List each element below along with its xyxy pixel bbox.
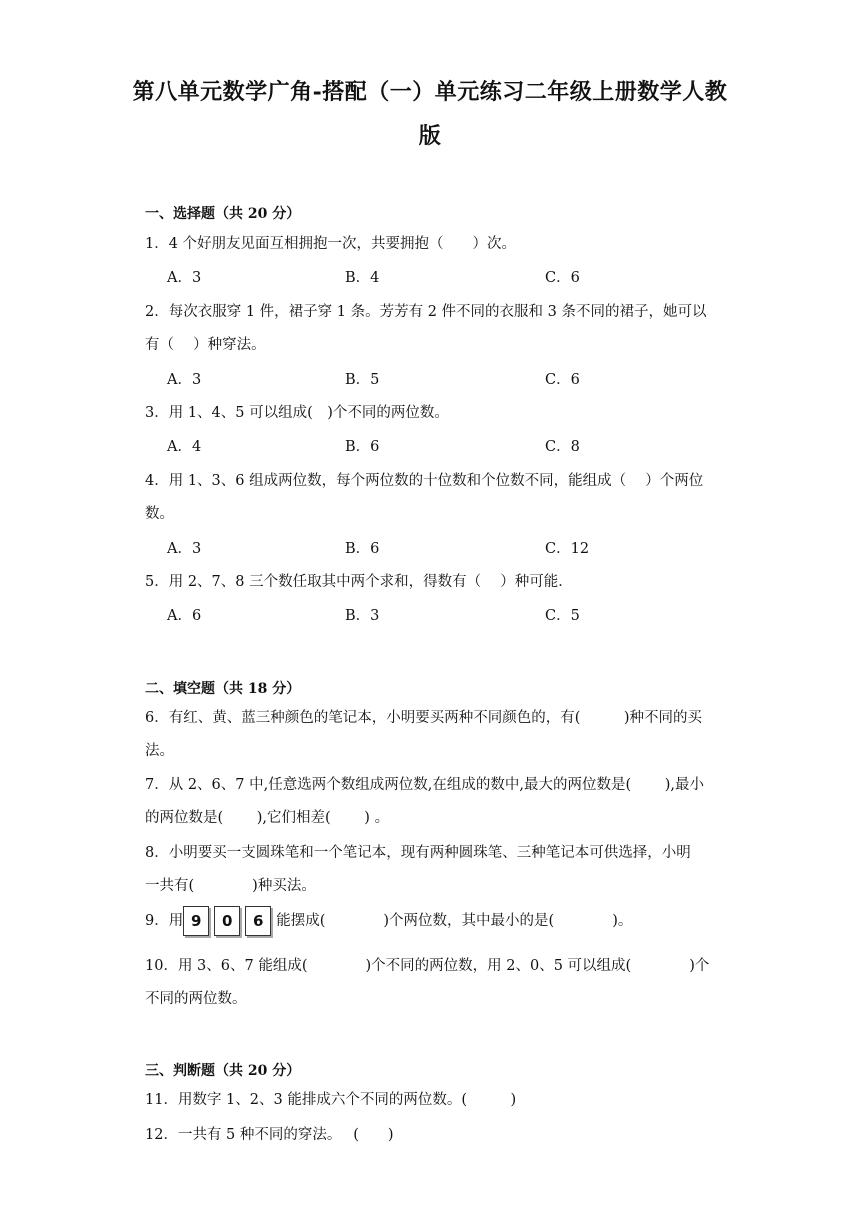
question-8-line-2: 一共有( )种买法。	[145, 878, 316, 894]
question-11: 11．用数字 1、2、3 能排成六个不同的两位数。( )	[145, 1092, 517, 1108]
question-8-line-1: 8．小明要买一支圆珠笔和一个笔记本，现有两种圆珠笔、三种笔记本可供选择，小明	[145, 845, 691, 861]
question-7-line-1: 7．从 2、6、7 中,任意选两个数组成两位数,在组成的数中,最大的两位数是( ),最小	[145, 777, 704, 793]
q1-option-b: B．4	[345, 270, 380, 286]
question-4-line-2: 数。	[145, 506, 174, 522]
q5-option-b: B．3	[345, 608, 380, 624]
q4-option-b: B．6	[345, 541, 380, 557]
q4-option-a: A．3	[167, 541, 202, 557]
q3-option-a: A．4	[167, 439, 202, 455]
digit-card-0: 0	[214, 906, 240, 936]
title-line-1: 第八单元数学广角-搭配（一）单元练习二年级上册数学人教	[132, 79, 728, 105]
question-3: 3．用 1、4、5 可以组成( )个不同的两位数。	[145, 405, 449, 421]
question-10-line-1: 10．用 3、6、7 能组成( )个不同的两位数，用 2、0、5 可以组成( )个	[145, 958, 710, 974]
digit-card-9: 9	[183, 906, 209, 936]
question-10-line-2: 不同的两位数。	[145, 991, 247, 1007]
section-heading-true-false: 三、判断题（共 20 分）	[145, 1063, 301, 1079]
title-line-2: 版	[418, 123, 442, 149]
q2-option-a: A．3	[167, 372, 202, 388]
question-9	[145, 906, 632, 936]
question-12: 12．一共有 5 种不同的穿法。 ( )	[145, 1127, 394, 1143]
page-title	[120, 70, 740, 158]
q2-option-c: C．6	[545, 372, 580, 388]
question-4-line-1: 4．用 1、3、6 组成两位数，每个两位数的十位数和个位数不同，能组成（ ）个两位	[145, 473, 704, 489]
q1-option-a: A．3	[167, 270, 202, 286]
section-heading-fill-blank: 二、填空题（共 18 分）	[145, 681, 301, 697]
question-2-line-2: 有（ ）种穿法。	[145, 337, 266, 353]
q5-option-a: A．6	[167, 608, 202, 624]
q2-option-b: B．5	[345, 372, 380, 388]
q9-suffix: 能摆成( )个两位数，其中最小的是( )。	[276, 913, 633, 929]
question-6-line-1: 6．有红、黄、蓝三种颜色的笔记本，小明要买两种不同颜色的，有( )种不同的买	[145, 710, 703, 726]
question-5: 5．用 2、7、8 三个数任取其中两个求和，得数有（ ）种可能．	[145, 574, 573, 590]
question-2-line-1: 2．每次衣服穿 1 件，裙子穿 1 条。芳芳有 2 件不同的衣服和 3 条不同的裙子，她可以	[145, 304, 707, 320]
q1-option-c: C．6	[545, 270, 580, 286]
q4-option-c: C．12	[545, 541, 590, 557]
question-7-line-2: 的两位数是( ),它们相差( ) 。	[145, 810, 390, 826]
section-heading-choice: 一、选择题（共 20 分）	[145, 206, 301, 222]
q3-option-c: C．8	[545, 439, 580, 455]
digit-card-6: 6	[245, 906, 271, 936]
question-6-line-2: 法。	[145, 743, 174, 759]
q9-prefix: 9．用	[145, 913, 184, 929]
q3-option-b: B．6	[345, 439, 380, 455]
question-1: 1．4 个好朋友见面互相拥抱一次，共要拥抱（ ）次。	[145, 236, 517, 252]
q5-option-c: C．5	[545, 608, 580, 624]
